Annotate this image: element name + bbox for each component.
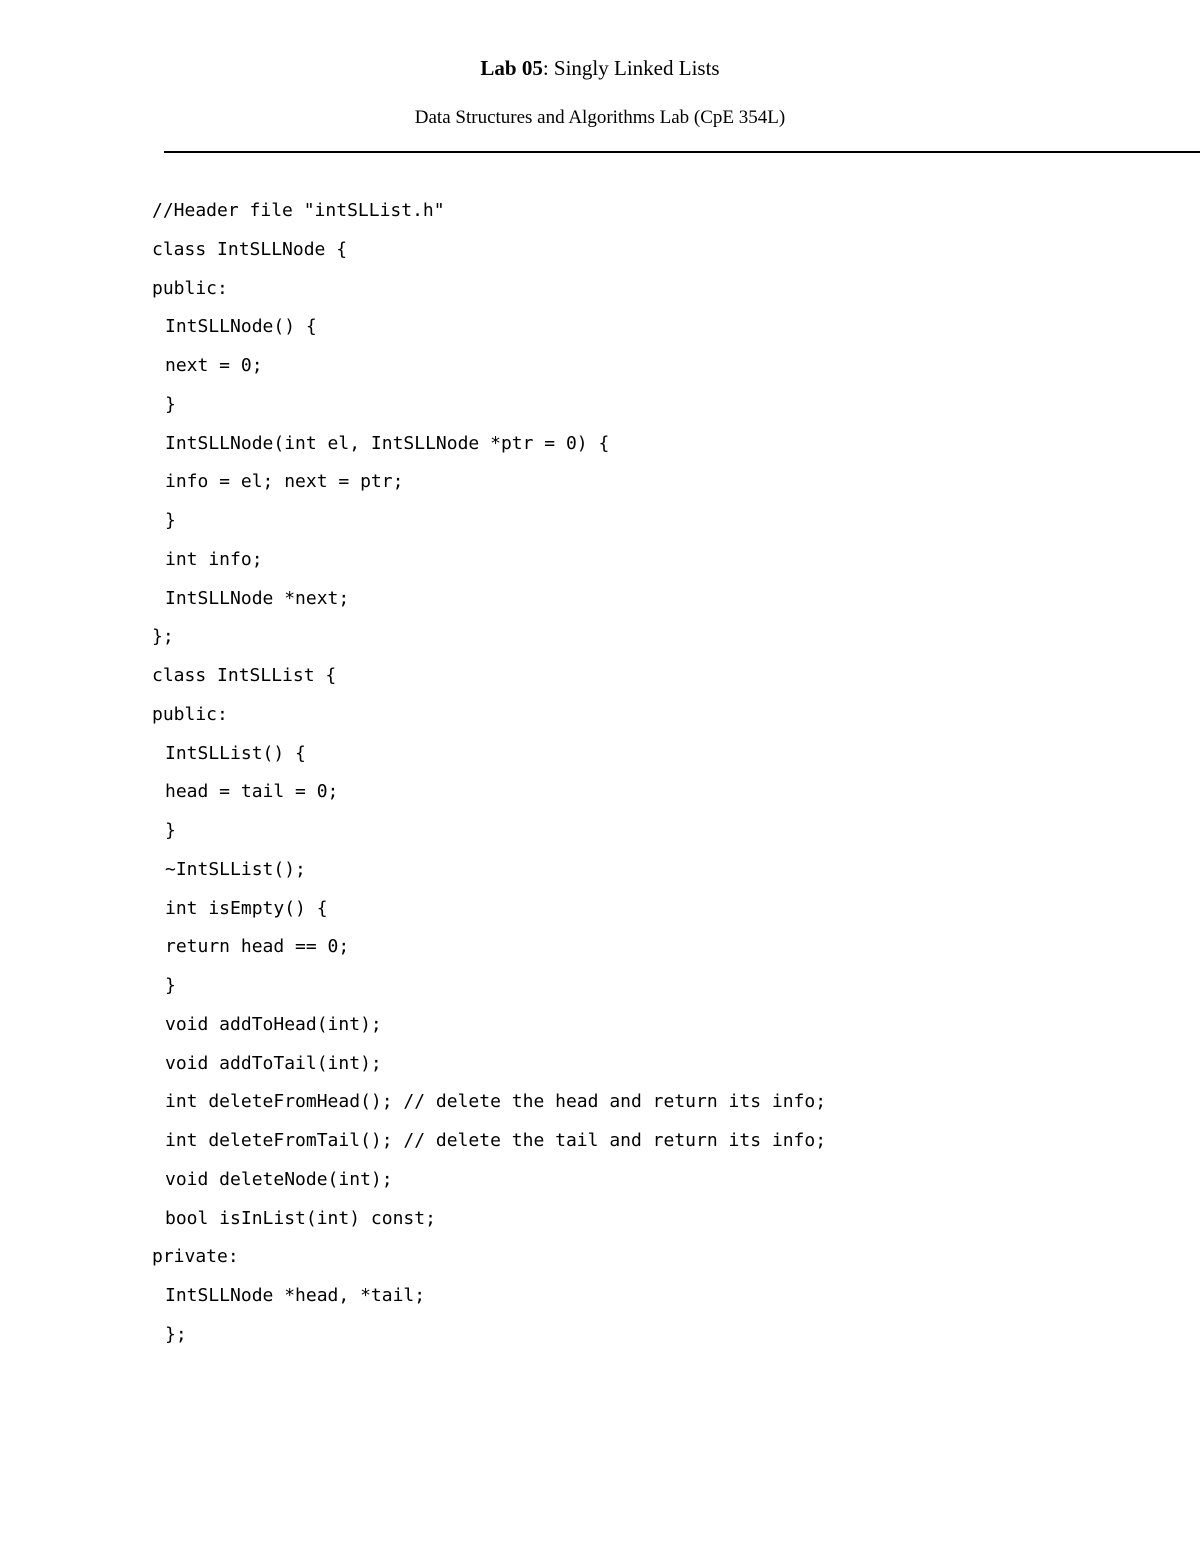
code-line: void addToTail(int); [165,1052,382,1074]
code-line: int info; [165,548,263,570]
lab-number: Lab 05 [480,56,543,80]
code-line: private: [152,1246,239,1268]
code-line: void deleteNode(int); [165,1168,393,1190]
code-listing [0,192,1200,1355]
code-line: //Header file "intSLList.h" [152,200,445,221]
code-line: info = el; next = ptr; [165,471,404,493]
code-line: return head == 0; [165,936,350,958]
code-line: int deleteFromTail(); // delete the tail and return its info; [165,1130,827,1151]
code-line: } [165,820,176,841]
code-line: next = 0; [165,355,263,376]
code-line: bool isInList(int) const; [165,1207,436,1229]
code-line: class IntSLList { [152,665,337,686]
code-line: head = tail = 0; [165,781,339,803]
code-line: public: [152,703,228,725]
code-line: } [165,393,176,415]
code-line: void addToHead(int); [165,1013,382,1035]
header-divider [164,151,1200,153]
code-line: } [165,510,176,531]
code-line: public: [152,277,228,299]
code-line: int deleteFromHead(); // delete the head and return its info; [165,1091,827,1113]
course-subtitle: Data Structures and Algorithms Lab (CpE 354L) [414,107,786,128]
code-line: IntSLList() { [165,742,306,764]
code-line: IntSLLNode(int el, IntSLLNode *ptr = 0) { [165,432,610,454]
page-title [0,54,1200,82]
code-line: }; [152,626,174,648]
code-line: } [165,975,176,996]
code-line: }; [165,1323,187,1345]
code-line: IntSLLNode *next; [165,587,350,609]
code-line: IntSLLNode() { [165,316,317,338]
page-header [0,0,1200,160]
code-line: ~IntSLList(); [165,858,306,880]
lab-title: : Singly Linked Lists [542,56,720,80]
code-line: int isEmpty() { [165,897,328,919]
code-line: IntSLLNode *head, *tail; [165,1285,426,1306]
code-line: class IntSLLNode { [152,238,348,260]
